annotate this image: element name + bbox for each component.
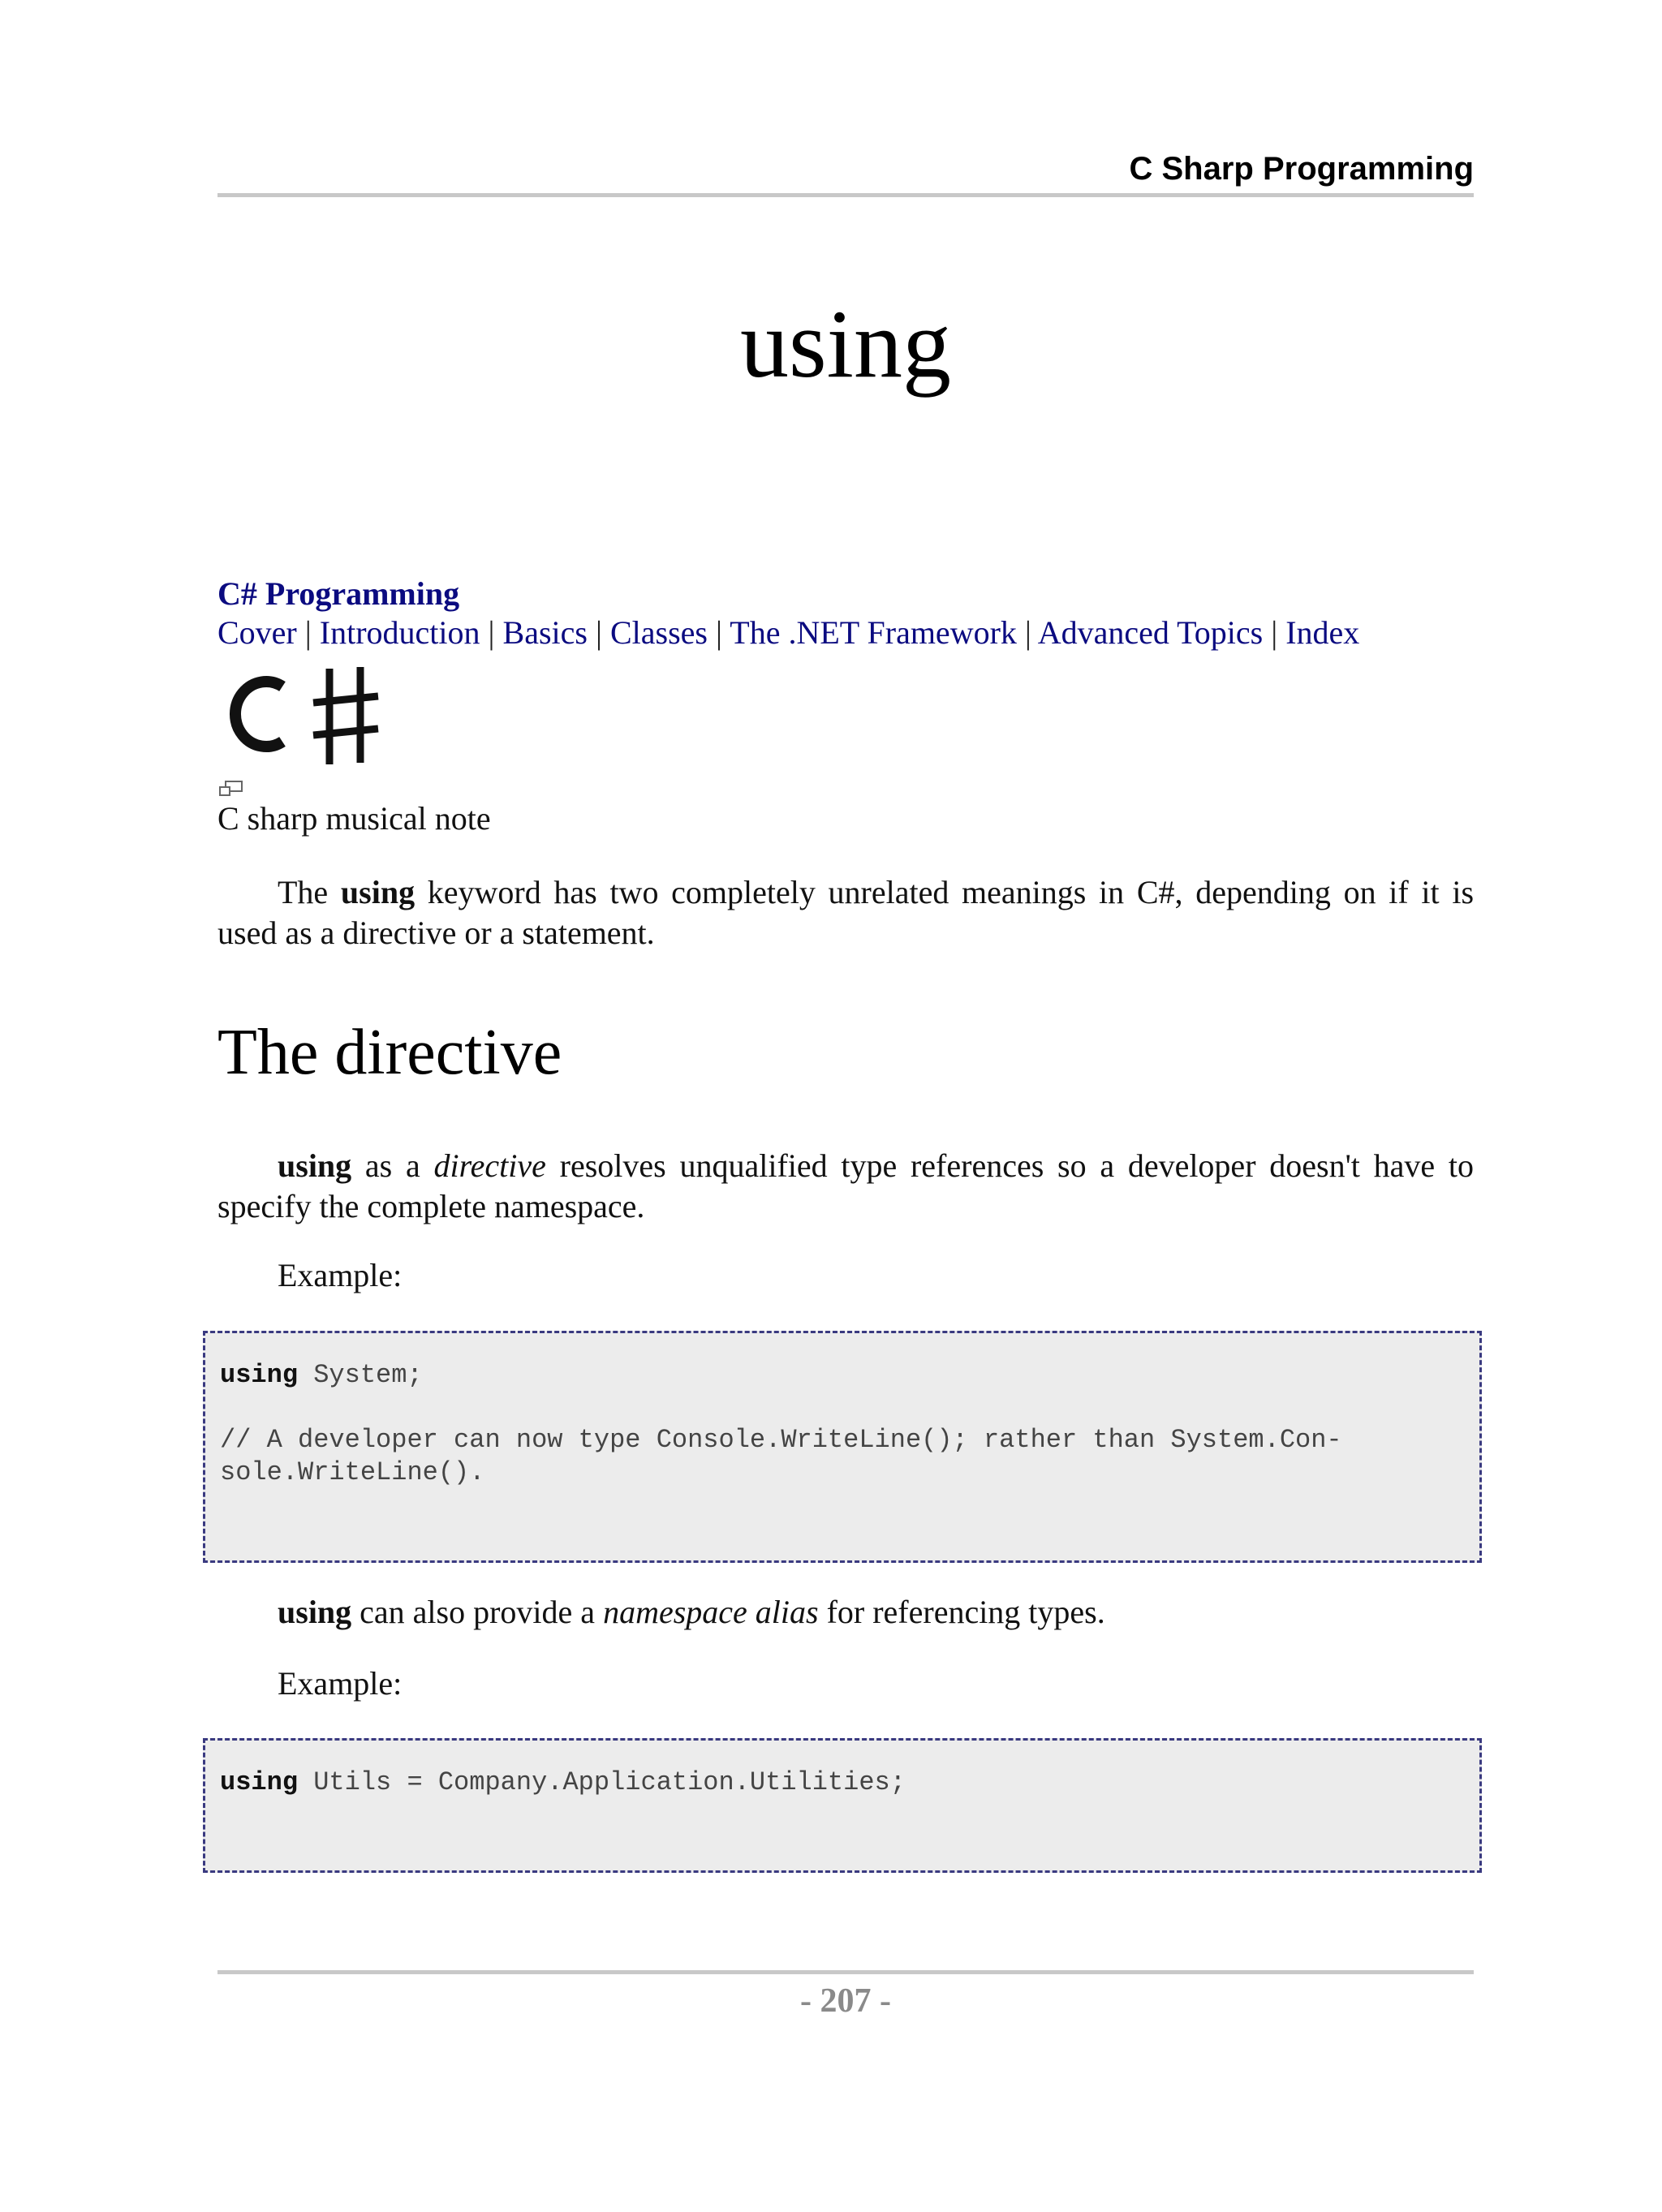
code-block[interactable] <box>203 1331 1482 1563</box>
page-number: - 207 - <box>800 1982 891 2020</box>
nav-title[interactable]: C# Programming <box>217 575 460 612</box>
running-header: C Sharp Programming <box>1129 151 1474 187</box>
keyword-using: using <box>340 874 416 910</box>
section-heading: The directive <box>217 1017 562 1088</box>
chapter-title: using <box>739 290 952 398</box>
nav-separator: | <box>587 614 610 651</box>
nav-link-introduction[interactable]: Introduction <box>319 614 480 651</box>
nav-link-advanced-topics[interactable]: Advanced Topics <box>1037 614 1264 651</box>
enlarge-icon[interactable] <box>219 781 243 801</box>
nav-separator: | <box>1016 614 1038 651</box>
nav-link-classes[interactable]: Classes <box>609 614 708 651</box>
example-label: Example: <box>278 1665 403 1702</box>
directive-paragraph: using as a directive resolves unqualified type references so a developer doesn't have to specify the complete namespace. <box>217 1147 1474 1224</box>
code-text: Utils = Company.Application.Utilities; <box>298 1767 906 1797</box>
nav-separator: | <box>480 614 503 651</box>
nav-separator: | <box>707 614 730 651</box>
nav-links <box>217 613 1359 652</box>
nav-link-dotnet-framework[interactable]: The .NET Framework <box>730 614 1017 651</box>
emphasis-directive: directive <box>433 1147 546 1184</box>
emphasis-namespace-alias: namespace alias <box>603 1594 819 1630</box>
code-keyword: using <box>220 1360 299 1390</box>
code-keyword: using <box>220 1767 299 1797</box>
keyword-using: using <box>278 1147 352 1184</box>
code-comment: sole.WriteLine(). <box>220 1457 485 1487</box>
header-rule <box>217 193 1474 197</box>
example-label: Example: <box>278 1257 403 1293</box>
nav-link-basics[interactable]: Basics <box>502 614 588 651</box>
nav-link-index[interactable]: Index <box>1285 614 1360 651</box>
nav-link-cover[interactable]: Cover <box>217 614 297 651</box>
nav-separator: | <box>1263 614 1286 651</box>
footer-rule <box>217 1970 1474 1974</box>
csharp-logo-icon[interactable] <box>216 664 394 772</box>
code-text: System; <box>298 1360 423 1390</box>
keyword-using: using <box>278 1594 352 1630</box>
code-block[interactable] <box>203 1738 1482 1873</box>
code-comment: // A developer can now type Console.WriteLine(); rather than System.Con- <box>220 1425 1342 1455</box>
figure-caption: C sharp musical note <box>217 800 491 837</box>
alias-paragraph: using can also provide a namespace alias for referencing types. <box>278 1594 1105 1630</box>
nav-separator: | <box>296 614 320 651</box>
intro-paragraph: The using keyword has two completely unrelated meanings in C#, depending on if it is used as a directive or a statement. <box>217 874 1475 951</box>
